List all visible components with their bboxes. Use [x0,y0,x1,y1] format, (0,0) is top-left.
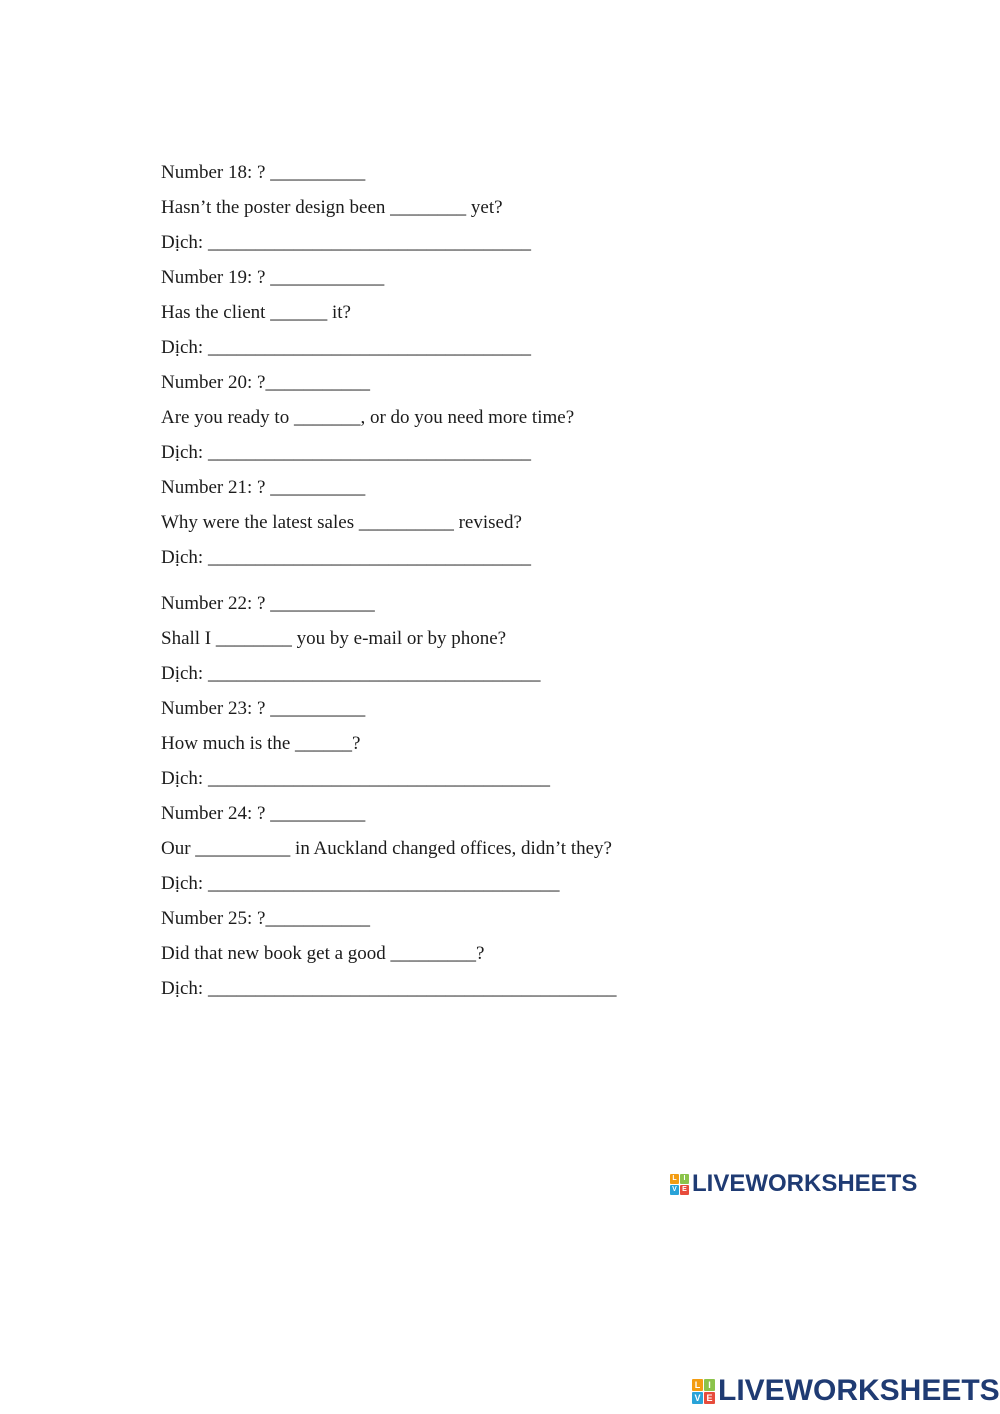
question-23-number: Number 23: ? __________ [161,698,366,719]
question-22-translation: Dịch: ___________________________________ [161,663,541,684]
question-25-translation: Dịch: ___________________________________________ [161,978,617,999]
question-19-number: Number 19: ? ____________ [161,267,385,288]
question-18-translation: Dịch: __________________________________ [161,232,531,253]
liveworksheets-footer-logo-text: LIVEWORKSHEETS [718,1374,1000,1407]
question-25-sentence: Did that new book get a good _________? [161,943,485,964]
question-19-sentence: Has the client ______ it? [161,302,351,323]
question-24-sentence: Our __________ in Auckland changed offices, didn’t they? [161,838,612,859]
question-23-sentence: How much is the ______? [161,733,361,754]
question-25-number: Number 25: ?___________ [161,908,370,929]
question-19-translation: Dịch: __________________________________ [161,337,531,358]
question-18-sentence: Hasn’t the poster design been ________ yet? [161,197,503,218]
question-24-translation: Dịch: _____________________________________ [161,873,560,894]
liveworksheets-logo-icon: L I V E [670,1174,689,1195]
liveworksheets-logo-text: LIVEWORKSHEETS [692,1170,918,1197]
question-18-number: Number 18: ? __________ [161,162,366,183]
question-23-translation: Dịch: ____________________________________ [161,768,550,789]
liveworksheets-logo [670,1170,917,1198]
question-21-sentence: Why were the latest sales __________ revised? [161,512,522,533]
question-21-number: Number 21: ? __________ [161,477,366,498]
question-20-number: Number 20: ?___________ [161,372,370,393]
question-20-sentence: Are you ready to _______, or do you need more time? [161,407,575,428]
question-22-number: Number 22: ? ___________ [161,593,375,614]
question-21-translation: Dịch: __________________________________ [161,547,531,568]
liveworksheets-footer-logo-icon: L I V E [692,1379,715,1404]
question-20-translation: Dịch: __________________________________ [161,442,531,463]
question-22-sentence: Shall I ________ you by e-mail or by phone? [161,628,507,649]
liveworksheets-footer-logo [692,1374,1000,1408]
question-24-number: Number 24: ? __________ [161,803,366,824]
